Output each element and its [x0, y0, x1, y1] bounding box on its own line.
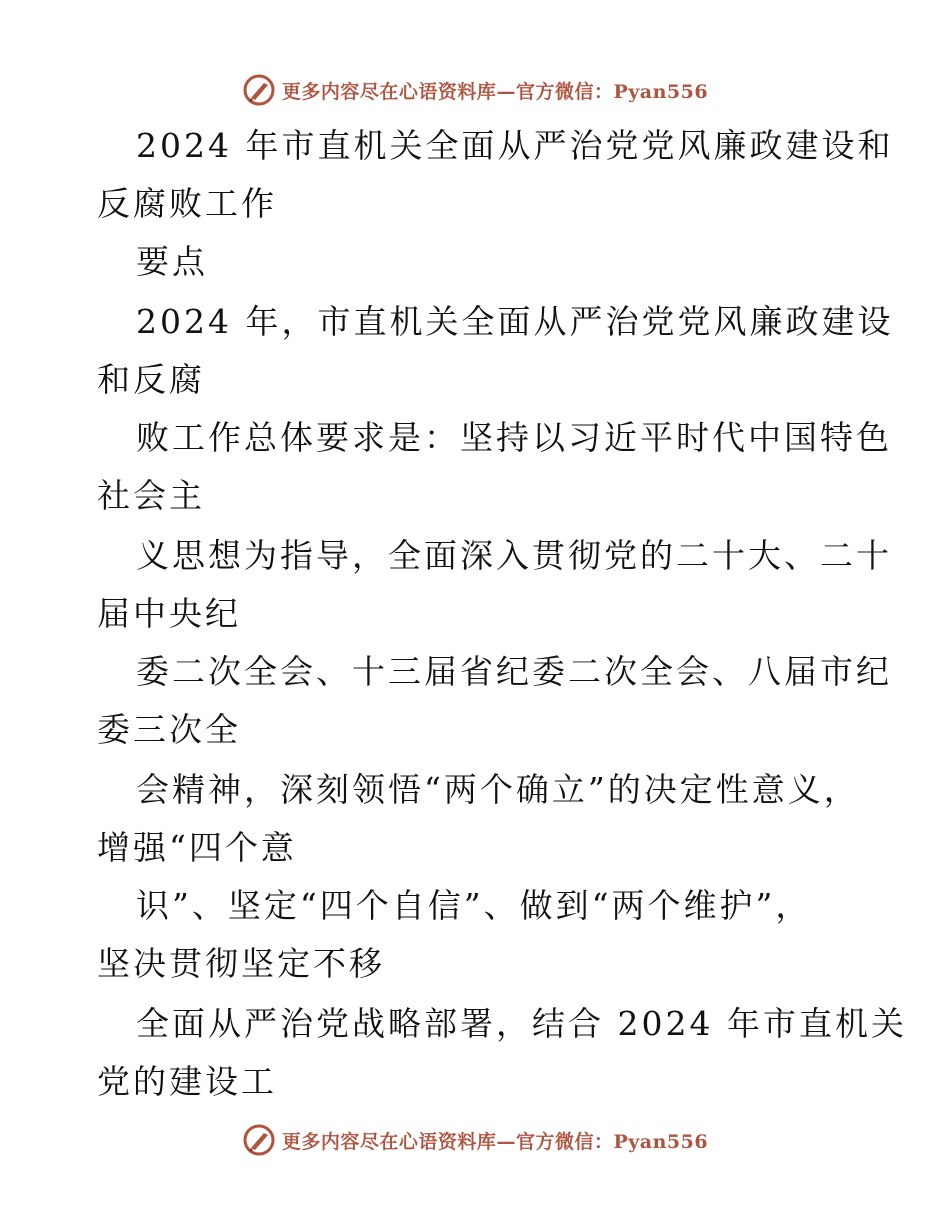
text-line: 反腐败工作 — [97, 184, 277, 223]
text-line: 增强“四个意 — [97, 828, 297, 867]
text-line: 2024 年，市直机关全面从严治党党风廉政建设 — [136, 302, 894, 341]
footer-watermark — [0, 1120, 950, 1160]
text-line: 委二次全会、十三届省纪委二次全会、八届市纪 — [136, 652, 892, 691]
quill-pen-circle-icon — [242, 1123, 276, 1157]
header-watermark — [0, 70, 950, 110]
text-line: 党的建设工 — [97, 1062, 277, 1101]
text-line: 社会主 — [97, 476, 205, 515]
text-line: 届中央纪 — [97, 594, 241, 633]
text-line: 委三次全 — [97, 710, 241, 749]
text-line: 会精神，深刻领悟“两个确立”的决定性意义， — [136, 770, 860, 809]
text-line: 坚决贯彻坚定不移 — [97, 944, 385, 983]
text-line: 全面从严治党战略部署，结合 2024 年市直机关 — [136, 1004, 907, 1043]
quill-pen-circle-icon — [242, 73, 276, 107]
text-line: 2024 年市直机关全面从严治党党风廉政建设和 — [136, 126, 894, 165]
text-line: 败工作总体要求是：坚持以习近平时代中国特色 — [136, 418, 892, 457]
text-line: 和反腐 — [97, 360, 205, 399]
text-line: 义思想为指导，全面深入贯彻党的二十大、二十 — [136, 536, 892, 575]
text-line: 识”、坚定“四个自信”、做到“两个维护”， — [136, 886, 812, 925]
watermark-text: 更多内容尽在心语资料库—官方微信：Pyan556 — [281, 1130, 709, 1153]
text-line: 要点 — [136, 242, 208, 281]
watermark-text: 更多内容尽在心语资料库—官方微信：Pyan556 — [281, 80, 709, 103]
